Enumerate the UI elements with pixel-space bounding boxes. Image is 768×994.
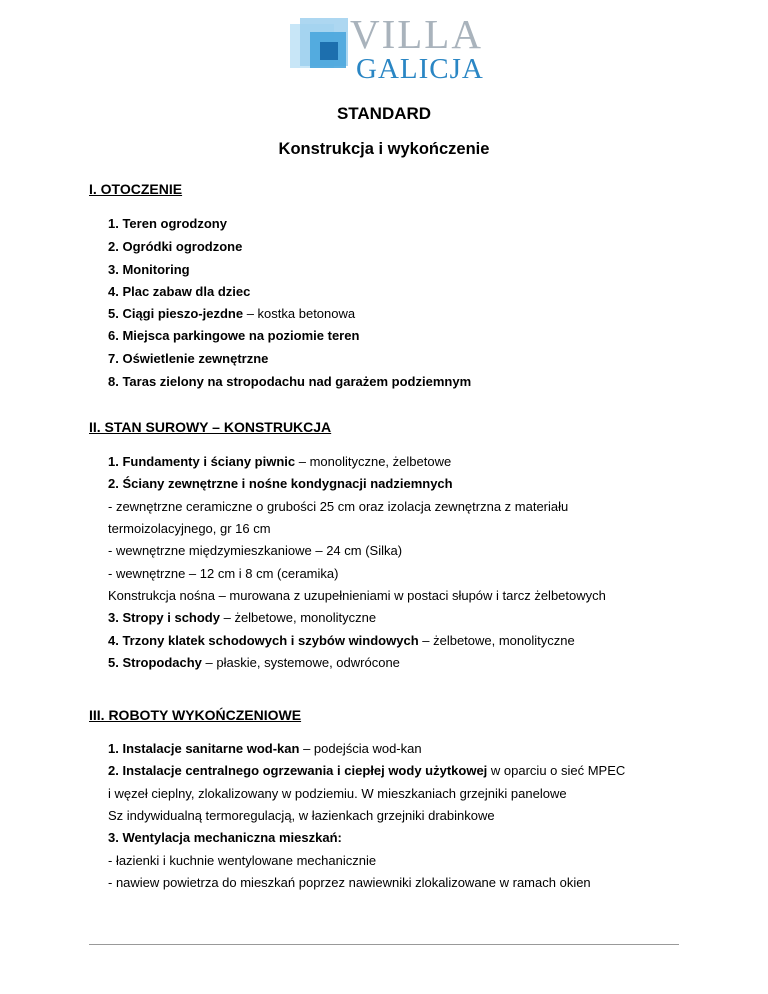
- page-title: STANDARD: [336, 104, 432, 123]
- list-item: [108, 351, 268, 367]
- list-item: [108, 763, 625, 779]
- list-item: [108, 216, 227, 232]
- list-item: [108, 543, 402, 559]
- item-text: Sz indywidualną termoregulacją, w łazienkach grzejniki drabinkowe: [108, 808, 495, 823]
- list-item: [108, 633, 575, 649]
- item-text: – żelbetowe, monolityczne: [219, 610, 377, 625]
- list-item: [108, 328, 359, 344]
- item-bold: 2. Ściany zewnętrzne i nośne kondygnacji nadziemnych: [108, 476, 453, 491]
- item-bold: 2. Instalacje centralnego ogrzewania i ciepłej wody użytkowej: [108, 763, 488, 778]
- item-text: – monolityczne, żelbetowe: [295, 454, 452, 469]
- item-bold: 5. Stropodachy: [108, 655, 202, 670]
- item-text: i węzeł cieplny, zlokalizowany w podziemiu. W mieszkaniach grzejniki panelowe: [108, 786, 567, 801]
- item-bold: 5. Ciągi pieszo-jezdne: [108, 306, 244, 321]
- item-bold: 4. Plac zabaw dla dziec: [108, 284, 251, 299]
- list-item: [108, 610, 376, 626]
- item-bold: 2. Ogródki ogrodzone: [108, 239, 243, 254]
- list-item: [108, 284, 250, 300]
- list-item: [108, 566, 338, 582]
- list-item: [108, 262, 190, 278]
- item-bold: 3. Stropy i schody: [108, 610, 220, 625]
- list-item: [108, 808, 495, 824]
- list-item: [108, 875, 591, 891]
- item-text: – żelbetowe, monolityczne: [418, 633, 575, 648]
- item-bold: 6. Miejsca parkingowe na poziomie teren: [108, 328, 360, 343]
- list-item: [108, 741, 422, 757]
- list-item: [108, 521, 271, 537]
- page-subtitle: Konstrukcja i wykończenie: [278, 140, 490, 158]
- item-bold: 3. Monitoring: [108, 262, 190, 277]
- item-text: - zewnętrzne ceramiczne o grubości 25 cm oraz izolacja zewnętrzna z materiału: [108, 499, 569, 514]
- item-text: w oparciu o sieć MPEC: [487, 763, 626, 778]
- list-item: [108, 239, 242, 255]
- item-text: - nawiew powietrza do mieszkań poprzez nawiewniki zlokalizowane w ramach okien: [108, 875, 591, 890]
- section-heading-otoczenie: I. OTOCZENIE: [89, 181, 183, 197]
- item-text: – podejścia wod-kan: [299, 741, 422, 756]
- section-heading-roboty: III. ROBOTY WYKOŃCZENIOWE: [89, 707, 302, 723]
- list-item: [108, 853, 376, 869]
- item-bold: 1. Teren ogrodzony: [108, 216, 227, 231]
- logo-text-villa: VILLA: [350, 11, 483, 57]
- logo-text-galicja: GALICJA: [356, 53, 484, 85]
- footer-divider: [89, 944, 679, 945]
- item-text: – płaskie, systemowe, odwrócone: [201, 655, 400, 670]
- company-logo: [290, 11, 490, 85]
- list-item: [108, 454, 451, 470]
- item-bold: 7. Oświetlenie zewnętrzne: [108, 351, 269, 366]
- list-item: [108, 306, 355, 322]
- item-bold: 8. Taras zielony na stropodachu nad garażem podziemnym: [108, 374, 472, 389]
- item-text: Konstrukcja nośna – murowana z uzupełnieniami w postaci słupów i tarcz żelbetowych: [108, 588, 606, 603]
- item-text: – kostka betonowa: [243, 306, 356, 321]
- list-item: [108, 374, 471, 390]
- item-text: - wewnętrzne – 12 cm i 8 cm (ceramika): [108, 566, 339, 581]
- list-item: [108, 786, 567, 802]
- list-item: [108, 588, 606, 604]
- list-item: [108, 476, 453, 492]
- item-text: - łazienki i kuchnie wentylowane mechanicznie: [108, 853, 377, 868]
- item-text: termoizolacyjnego, gr 16 cm: [108, 521, 271, 536]
- list-item: [108, 830, 342, 846]
- item-bold: 1. Fundamenty i ściany piwnic: [108, 454, 296, 469]
- list-item: [108, 655, 400, 671]
- item-bold: 4. Trzony klatek schodowych i szybów windowych: [108, 633, 419, 648]
- item-bold: 3. Wentylacja mechaniczna mieszkań:: [108, 830, 342, 845]
- item-text: - wewnętrzne międzymieszkaniowe – 24 cm (Silka): [108, 543, 403, 558]
- item-bold: 1. Instalacje sanitarne wod-kan: [108, 741, 300, 756]
- list-item: [108, 499, 568, 515]
- section-heading-stan-surowy: II. STAN SUROWY – KONSTRUKCJA: [89, 419, 332, 435]
